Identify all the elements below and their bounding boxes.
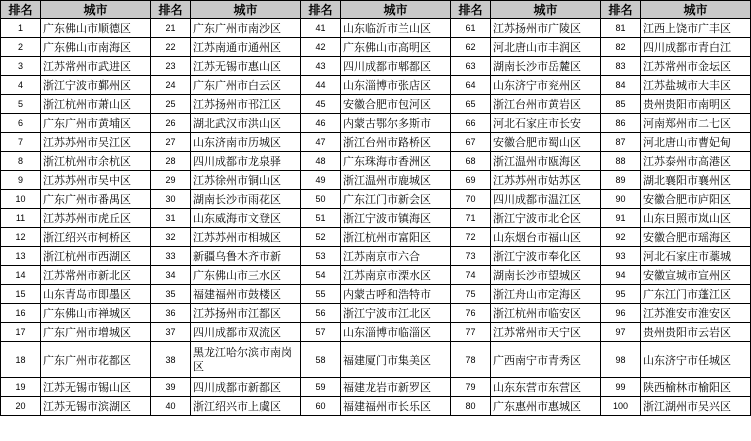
city-cell: 四川成都市龙泉驿 bbox=[191, 152, 301, 171]
city-cell: 浙江宁波市鄞州区 bbox=[41, 76, 151, 95]
city-cell: 陕西榆林市榆阳区 bbox=[641, 378, 751, 397]
table-row bbox=[1, 114, 751, 133]
rank-cell: 99 bbox=[601, 378, 641, 397]
city-cell: 贵州贵阳市云岩区 bbox=[641, 323, 751, 342]
rank-cell: 39 bbox=[151, 378, 191, 397]
city-cell: 江西上饶市广丰区 bbox=[641, 19, 751, 38]
table-row bbox=[1, 152, 751, 171]
rank-cell: 94 bbox=[601, 266, 641, 285]
city-cell: 四川成都市青白江 bbox=[641, 38, 751, 57]
rank-cell: 8 bbox=[1, 152, 41, 171]
table-header bbox=[1, 1, 751, 19]
rank-cell: 20 bbox=[1, 397, 41, 416]
rank-cell: 76 bbox=[451, 304, 491, 323]
rank-cell: 49 bbox=[301, 171, 341, 190]
table-row bbox=[1, 378, 751, 397]
city-cell: 江苏常州市武进区 bbox=[41, 57, 151, 76]
rank-cell: 5 bbox=[1, 95, 41, 114]
city-cell: 江苏苏州市姑苏区 bbox=[491, 171, 601, 190]
rank-cell: 63 bbox=[451, 57, 491, 76]
rank-cell: 85 bbox=[601, 95, 641, 114]
rank-cell: 97 bbox=[601, 323, 641, 342]
rank-cell: 54 bbox=[301, 266, 341, 285]
city-cell: 福建龙岩市新罗区 bbox=[341, 378, 451, 397]
table-row bbox=[1, 285, 751, 304]
rank-cell: 12 bbox=[1, 228, 41, 247]
city-cell: 广东广州市花都区 bbox=[41, 342, 151, 378]
rank-header: 排名 bbox=[1, 1, 41, 19]
city-cell: 新疆乌鲁木齐市新 bbox=[191, 247, 301, 266]
city-cell: 浙江温州市瓯海区 bbox=[491, 152, 601, 171]
rank-cell: 72 bbox=[451, 228, 491, 247]
rank-cell: 59 bbox=[301, 378, 341, 397]
rank-cell: 89 bbox=[601, 171, 641, 190]
rank-cell: 61 bbox=[451, 19, 491, 38]
rank-cell: 3 bbox=[1, 57, 41, 76]
city-cell: 江苏扬州市邗江区 bbox=[191, 95, 301, 114]
city-cell: 江苏徐州市铜山区 bbox=[191, 171, 301, 190]
rank-cell: 35 bbox=[151, 285, 191, 304]
table-row bbox=[1, 19, 751, 38]
city-cell: 江苏苏州市虎丘区 bbox=[41, 209, 151, 228]
city-cell: 广西南宁市青秀区 bbox=[491, 342, 601, 378]
city-cell: 浙江宁波市镇海区 bbox=[341, 209, 451, 228]
city-cell: 广东江门市蓬江区 bbox=[641, 285, 751, 304]
rank-cell: 24 bbox=[151, 76, 191, 95]
city-cell: 浙江宁波市江北区 bbox=[341, 304, 451, 323]
rank-cell: 93 bbox=[601, 247, 641, 266]
city-cell: 江苏淮安市淮安区 bbox=[641, 304, 751, 323]
city-cell: 山东东营市东营区 bbox=[491, 378, 601, 397]
city-header: 城市 bbox=[341, 1, 451, 19]
city-cell: 江苏南通市通州区 bbox=[191, 38, 301, 57]
table-row bbox=[1, 397, 751, 416]
rank-cell: 6 bbox=[1, 114, 41, 133]
rank-cell: 40 bbox=[151, 397, 191, 416]
city-cell: 广东广州市黄埔区 bbox=[41, 114, 151, 133]
city-cell: 安徽合肥市蜀山区 bbox=[491, 133, 601, 152]
rank-cell: 4 bbox=[1, 76, 41, 95]
rank-cell: 16 bbox=[1, 304, 41, 323]
rank-cell: 7 bbox=[1, 133, 41, 152]
city-cell: 湖南长沙市望城区 bbox=[491, 266, 601, 285]
city-cell: 山东济南市历城区 bbox=[191, 133, 301, 152]
city-cell: 浙江绍兴市上虞区 bbox=[191, 397, 301, 416]
city-cell: 湖南长沙市岳麓区 bbox=[491, 57, 601, 76]
table-row bbox=[1, 342, 751, 378]
rank-cell: 22 bbox=[151, 38, 191, 57]
rank-cell: 47 bbox=[301, 133, 341, 152]
table-row bbox=[1, 228, 751, 247]
rank-header: 排名 bbox=[151, 1, 191, 19]
table-row bbox=[1, 247, 751, 266]
city-cell: 江苏苏州市吴江区 bbox=[41, 133, 151, 152]
table-row bbox=[1, 323, 751, 342]
table-row bbox=[1, 171, 751, 190]
city-cell: 黑龙江哈尔滨市南岗区 bbox=[191, 342, 301, 378]
rank-header: 排名 bbox=[451, 1, 491, 19]
city-cell: 安徽合肥市瑶海区 bbox=[641, 228, 751, 247]
city-cell: 广东惠州市惠城区 bbox=[491, 397, 601, 416]
table-row bbox=[1, 304, 751, 323]
city-cell: 浙江宁波市奉化区 bbox=[491, 247, 601, 266]
rank-cell: 75 bbox=[451, 285, 491, 304]
city-header: 城市 bbox=[641, 1, 751, 19]
rank-cell: 53 bbox=[301, 247, 341, 266]
city-cell: 山东淄博市临淄区 bbox=[341, 323, 451, 342]
city-cell: 福建福州市鼓楼区 bbox=[191, 285, 301, 304]
rank-cell: 46 bbox=[301, 114, 341, 133]
city-cell: 浙江台州市路桥区 bbox=[341, 133, 451, 152]
rank-cell: 33 bbox=[151, 247, 191, 266]
city-cell: 山东青岛市即墨区 bbox=[41, 285, 151, 304]
rank-cell: 57 bbox=[301, 323, 341, 342]
rank-cell: 19 bbox=[1, 378, 41, 397]
rank-cell: 45 bbox=[301, 95, 341, 114]
rank-cell: 30 bbox=[151, 190, 191, 209]
city-cell: 江苏苏州市相城区 bbox=[191, 228, 301, 247]
city-cell: 湖南长沙市雨花区 bbox=[191, 190, 301, 209]
city-cell: 河北石家庄市长安 bbox=[491, 114, 601, 133]
rank-cell: 90 bbox=[601, 190, 641, 209]
city-cell: 江苏泰州市高港区 bbox=[641, 152, 751, 171]
city-cell: 江苏南京市六合 bbox=[341, 247, 451, 266]
city-cell: 广东珠海市香洲区 bbox=[341, 152, 451, 171]
city-cell: 浙江杭州市临安区 bbox=[491, 304, 601, 323]
rank-header: 排名 bbox=[301, 1, 341, 19]
city-cell: 广东佛山市禅城区 bbox=[41, 304, 151, 323]
city-cell: 浙江杭州市余杭区 bbox=[41, 152, 151, 171]
rank-cell: 66 bbox=[451, 114, 491, 133]
city-cell: 江苏常州市天宁区 bbox=[491, 323, 601, 342]
rank-cell: 95 bbox=[601, 285, 641, 304]
rank-cell: 58 bbox=[301, 342, 341, 378]
city-cell: 河北石家庄市藁城 bbox=[641, 247, 751, 266]
city-cell: 广东广州市白云区 bbox=[191, 76, 301, 95]
city-cell: 广东佛山市高明区 bbox=[341, 38, 451, 57]
city-cell: 山东济宁市任城区 bbox=[641, 342, 751, 378]
city-cell: 浙江杭州市富阳区 bbox=[341, 228, 451, 247]
city-cell: 山东临沂市兰山区 bbox=[341, 19, 451, 38]
city-header: 城市 bbox=[41, 1, 151, 19]
rank-cell: 48 bbox=[301, 152, 341, 171]
rank-cell: 11 bbox=[1, 209, 41, 228]
city-cell: 四川成都市双流区 bbox=[191, 323, 301, 342]
rank-cell: 100 bbox=[601, 397, 641, 416]
rank-cell: 82 bbox=[601, 38, 641, 57]
rank-cell: 13 bbox=[1, 247, 41, 266]
city-cell: 浙江宁波市北仑区 bbox=[491, 209, 601, 228]
rank-cell: 67 bbox=[451, 133, 491, 152]
rank-cell: 77 bbox=[451, 323, 491, 342]
rank-cell: 78 bbox=[451, 342, 491, 378]
rank-cell: 83 bbox=[601, 57, 641, 76]
city-cell: 河南郑州市二七区 bbox=[641, 114, 751, 133]
rank-cell: 27 bbox=[151, 133, 191, 152]
rank-cell: 96 bbox=[601, 304, 641, 323]
table-body bbox=[1, 19, 751, 416]
city-cell: 贵州贵阳市南明区 bbox=[641, 95, 751, 114]
city-cell: 河北唐山市丰润区 bbox=[491, 38, 601, 57]
city-cell: 四川成都市郫都区 bbox=[341, 57, 451, 76]
rank-cell: 74 bbox=[451, 266, 491, 285]
city-header: 城市 bbox=[191, 1, 301, 19]
rank-cell: 38 bbox=[151, 342, 191, 378]
rank-cell: 28 bbox=[151, 152, 191, 171]
city-cell: 江苏无锡市锡山区 bbox=[41, 378, 151, 397]
rank-cell: 37 bbox=[151, 323, 191, 342]
city-cell: 山东威海市文登区 bbox=[191, 209, 301, 228]
city-cell: 浙江杭州市西湖区 bbox=[41, 247, 151, 266]
rank-cell: 15 bbox=[1, 285, 41, 304]
city-cell: 江苏盐城市大丰区 bbox=[641, 76, 751, 95]
city-cell: 福建福州市长乐区 bbox=[341, 397, 451, 416]
city-cell: 湖北武汉市洪山区 bbox=[191, 114, 301, 133]
rank-cell: 73 bbox=[451, 247, 491, 266]
rank-cell: 69 bbox=[451, 171, 491, 190]
city-cell: 山东日照市岚山区 bbox=[641, 209, 751, 228]
rank-cell: 44 bbox=[301, 76, 341, 95]
rank-cell: 65 bbox=[451, 95, 491, 114]
header-row bbox=[1, 1, 751, 19]
rank-cell: 51 bbox=[301, 209, 341, 228]
city-cell: 江苏常州市金坛区 bbox=[641, 57, 751, 76]
city-cell: 四川成都市新都区 bbox=[191, 378, 301, 397]
rank-cell: 64 bbox=[451, 76, 491, 95]
rank-cell: 91 bbox=[601, 209, 641, 228]
rank-cell: 80 bbox=[451, 397, 491, 416]
city-cell: 广东广州市增城区 bbox=[41, 323, 151, 342]
city-cell: 江苏扬州市江都区 bbox=[191, 304, 301, 323]
city-cell: 安徽合肥市包河区 bbox=[341, 95, 451, 114]
rank-cell: 9 bbox=[1, 171, 41, 190]
rank-cell: 55 bbox=[301, 285, 341, 304]
city-cell: 广东佛山市顺德区 bbox=[41, 19, 151, 38]
rank-cell: 10 bbox=[1, 190, 41, 209]
rank-cell: 88 bbox=[601, 152, 641, 171]
city-cell: 江苏苏州市吴中区 bbox=[41, 171, 151, 190]
table-row bbox=[1, 76, 751, 95]
city-cell: 广东广州市番禺区 bbox=[41, 190, 151, 209]
rank-cell: 50 bbox=[301, 190, 341, 209]
city-cell: 浙江湖州市吴兴区 bbox=[641, 397, 751, 416]
rank-cell: 36 bbox=[151, 304, 191, 323]
rank-cell: 21 bbox=[151, 19, 191, 38]
rank-cell: 84 bbox=[601, 76, 641, 95]
rank-cell: 41 bbox=[301, 19, 341, 38]
rank-cell: 98 bbox=[601, 342, 641, 378]
rank-cell: 79 bbox=[451, 378, 491, 397]
rank-cell: 71 bbox=[451, 209, 491, 228]
rank-cell: 81 bbox=[601, 19, 641, 38]
rank-cell: 43 bbox=[301, 57, 341, 76]
rank-cell: 25 bbox=[151, 95, 191, 114]
rank-cell: 70 bbox=[451, 190, 491, 209]
city-cell: 江苏南京市溧水区 bbox=[341, 266, 451, 285]
city-cell: 广东广州市南沙区 bbox=[191, 19, 301, 38]
rank-cell: 18 bbox=[1, 342, 41, 378]
rank-cell: 2 bbox=[1, 38, 41, 57]
table-row bbox=[1, 190, 751, 209]
table-row bbox=[1, 95, 751, 114]
city-cell: 江苏无锡市惠山区 bbox=[191, 57, 301, 76]
rank-cell: 32 bbox=[151, 228, 191, 247]
city-cell: 广东江门市新会区 bbox=[341, 190, 451, 209]
city-cell: 浙江舟山市定海区 bbox=[491, 285, 601, 304]
rank-cell: 34 bbox=[151, 266, 191, 285]
city-cell: 山东烟台市福山区 bbox=[491, 228, 601, 247]
rank-header: 排名 bbox=[601, 1, 641, 19]
city-cell: 浙江杭州市萧山区 bbox=[41, 95, 151, 114]
table-row bbox=[1, 57, 751, 76]
rank-cell: 23 bbox=[151, 57, 191, 76]
rank-cell: 87 bbox=[601, 133, 641, 152]
city-cell: 四川成都市温江区 bbox=[491, 190, 601, 209]
rank-cell: 14 bbox=[1, 266, 41, 285]
rank-cell: 42 bbox=[301, 38, 341, 57]
table-row bbox=[1, 266, 751, 285]
city-cell: 内蒙古呼和浩特市 bbox=[341, 285, 451, 304]
city-cell: 安徽宣城市宣州区 bbox=[641, 266, 751, 285]
rank-cell: 92 bbox=[601, 228, 641, 247]
city-cell: 江苏无锡市滨湖区 bbox=[41, 397, 151, 416]
rank-cell: 56 bbox=[301, 304, 341, 323]
city-cell: 湖北襄阳市襄州区 bbox=[641, 171, 751, 190]
rank-cell: 1 bbox=[1, 19, 41, 38]
table-row bbox=[1, 209, 751, 228]
city-cell: 江苏常州市新北区 bbox=[41, 266, 151, 285]
table-row bbox=[1, 133, 751, 152]
rank-cell: 17 bbox=[1, 323, 41, 342]
city-cell: 山东淄博市张店区 bbox=[341, 76, 451, 95]
city-header: 城市 bbox=[491, 1, 601, 19]
city-cell: 内蒙古鄂尔多斯市 bbox=[341, 114, 451, 133]
rank-cell: 62 bbox=[451, 38, 491, 57]
city-cell: 广东佛山市三水区 bbox=[191, 266, 301, 285]
city-cell: 浙江温州市鹿城区 bbox=[341, 171, 451, 190]
city-cell: 福建厦门市集美区 bbox=[341, 342, 451, 378]
rank-cell: 29 bbox=[151, 171, 191, 190]
city-cell: 河北唐山市曹妃甸 bbox=[641, 133, 751, 152]
rank-cell: 26 bbox=[151, 114, 191, 133]
rank-cell: 60 bbox=[301, 397, 341, 416]
table-row bbox=[1, 38, 751, 57]
city-cell: 浙江绍兴市柯桥区 bbox=[41, 228, 151, 247]
rank-cell: 86 bbox=[601, 114, 641, 133]
city-cell: 安徽合肥市庐阳区 bbox=[641, 190, 751, 209]
rank-cell: 68 bbox=[451, 152, 491, 171]
city-cell: 江苏扬州市广陵区 bbox=[491, 19, 601, 38]
rank-cell: 52 bbox=[301, 228, 341, 247]
city-cell: 广东佛山市南海区 bbox=[41, 38, 151, 57]
rank-cell: 31 bbox=[151, 209, 191, 228]
city-cell: 山东济宁市兖州区 bbox=[491, 76, 601, 95]
city-cell: 浙江台州市黄岩区 bbox=[491, 95, 601, 114]
